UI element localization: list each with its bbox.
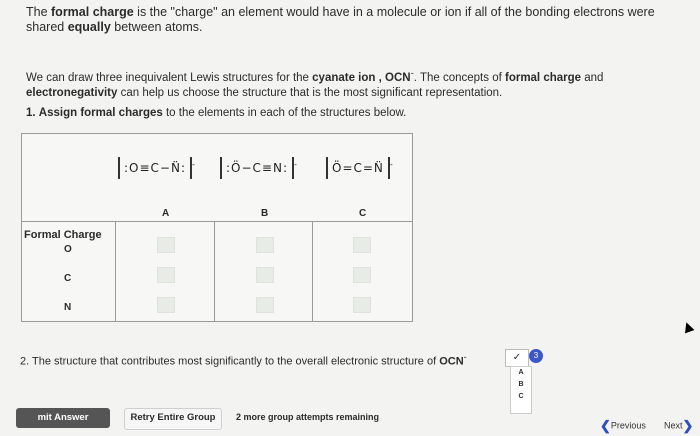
structure-formula: Ö=C=N̈ [332, 161, 384, 175]
charge-input-b-n[interactable] [256, 297, 274, 313]
ion-charge: - [410, 68, 414, 79]
mouse-cursor-icon [682, 321, 695, 334]
column-label-a: A [162, 208, 170, 219]
intro-part: is the "charge" an element would have in a molecule or ion if all of the bonding electrons were shared [26, 5, 655, 34]
table-divider [22, 221, 412, 222]
intro-bold: equally [67, 20, 111, 34]
question-2 [20, 352, 467, 368]
row-label-o: O [64, 244, 72, 255]
previous-label: Previous [610, 420, 646, 431]
structure-formula: :Ö−C≡N: [226, 161, 288, 175]
charge-input-a-n[interactable] [157, 297, 175, 313]
lewis-structure-c [326, 157, 394, 179]
paragraph-part: can help us choose the structure that is the most significant representation. [117, 86, 503, 99]
question-number: 1. [26, 107, 36, 119]
charge-input-c-n[interactable] [353, 297, 371, 313]
row-header: Formal Charge [24, 229, 102, 241]
paragraph-part: We can draw three inequivalent Lewis structures for the [26, 71, 313, 84]
structure-charge: - [192, 160, 196, 169]
select-toggle[interactable]: 3 [529, 349, 543, 363]
question-bold: Assign formal charges [38, 107, 163, 119]
select-value[interactable]: ✓ [505, 349, 529, 367]
question-text: 2. The structure that contributes most significantly to the overall electronic structure of [20, 355, 440, 368]
charge-input-a-c[interactable] [157, 267, 175, 283]
question-text: to the elements in each of the structures below. [162, 107, 407, 119]
next-label: Next [664, 420, 683, 431]
intro-part: The [26, 5, 52, 19]
column-label-b: B [261, 208, 269, 219]
question-bold: OCN [439, 355, 464, 368]
chevron-left-icon: ❮ [600, 418, 611, 433]
intro-bold: formal charge [51, 5, 134, 19]
option-b[interactable]: B [518, 381, 524, 388]
paragraph-bold: cyanate ion , OCN [312, 71, 411, 84]
charge-input-c-o[interactable] [353, 237, 371, 253]
charge-input-b-o[interactable] [256, 237, 274, 253]
structure-charge: - [294, 160, 298, 169]
paragraph-bold: electronegativity [26, 86, 118, 99]
lewis-structure-b [220, 157, 298, 179]
question-1 [26, 107, 406, 119]
previous-button[interactable] [600, 418, 646, 434]
structure-formula: :O≡C−N̈: [124, 161, 186, 175]
paragraph-part: . The concepts of [413, 71, 505, 84]
charge-input-c-c[interactable] [353, 267, 371, 283]
structure-select[interactable] [505, 349, 543, 365]
option-a[interactable]: A [518, 369, 524, 376]
intro-part: between atoms. [110, 20, 203, 34]
table-divider [115, 221, 116, 321]
retry-group-button[interactable]: Retry Entire Group [124, 408, 222, 430]
next-button[interactable] [664, 418, 693, 434]
column-label-c: C [359, 208, 367, 219]
table-divider [214, 221, 215, 321]
paragraph-part: and [581, 71, 604, 84]
attempts-remaining: 2 more group attempts remaining [236, 412, 380, 422]
table-divider [312, 221, 313, 321]
structure-options [510, 366, 532, 414]
lewis-structures-paragraph [26, 66, 666, 101]
row-label-n: N [64, 302, 72, 313]
submit-answer-button[interactable]: mit Answer [16, 408, 110, 428]
formal-charge-table [21, 133, 413, 322]
intro-text [26, 5, 676, 35]
lewis-structure-a [118, 157, 196, 179]
ion-charge: - [463, 352, 467, 362]
structure-charge: - [389, 160, 394, 169]
row-label-c: C [64, 273, 72, 284]
charge-input-a-o[interactable] [157, 237, 175, 253]
charge-input-b-c[interactable] [256, 267, 274, 283]
chevron-right-icon: ❯ [682, 418, 694, 433]
paragraph-bold: formal charge [504, 71, 582, 84]
option-c[interactable]: C [518, 393, 524, 400]
